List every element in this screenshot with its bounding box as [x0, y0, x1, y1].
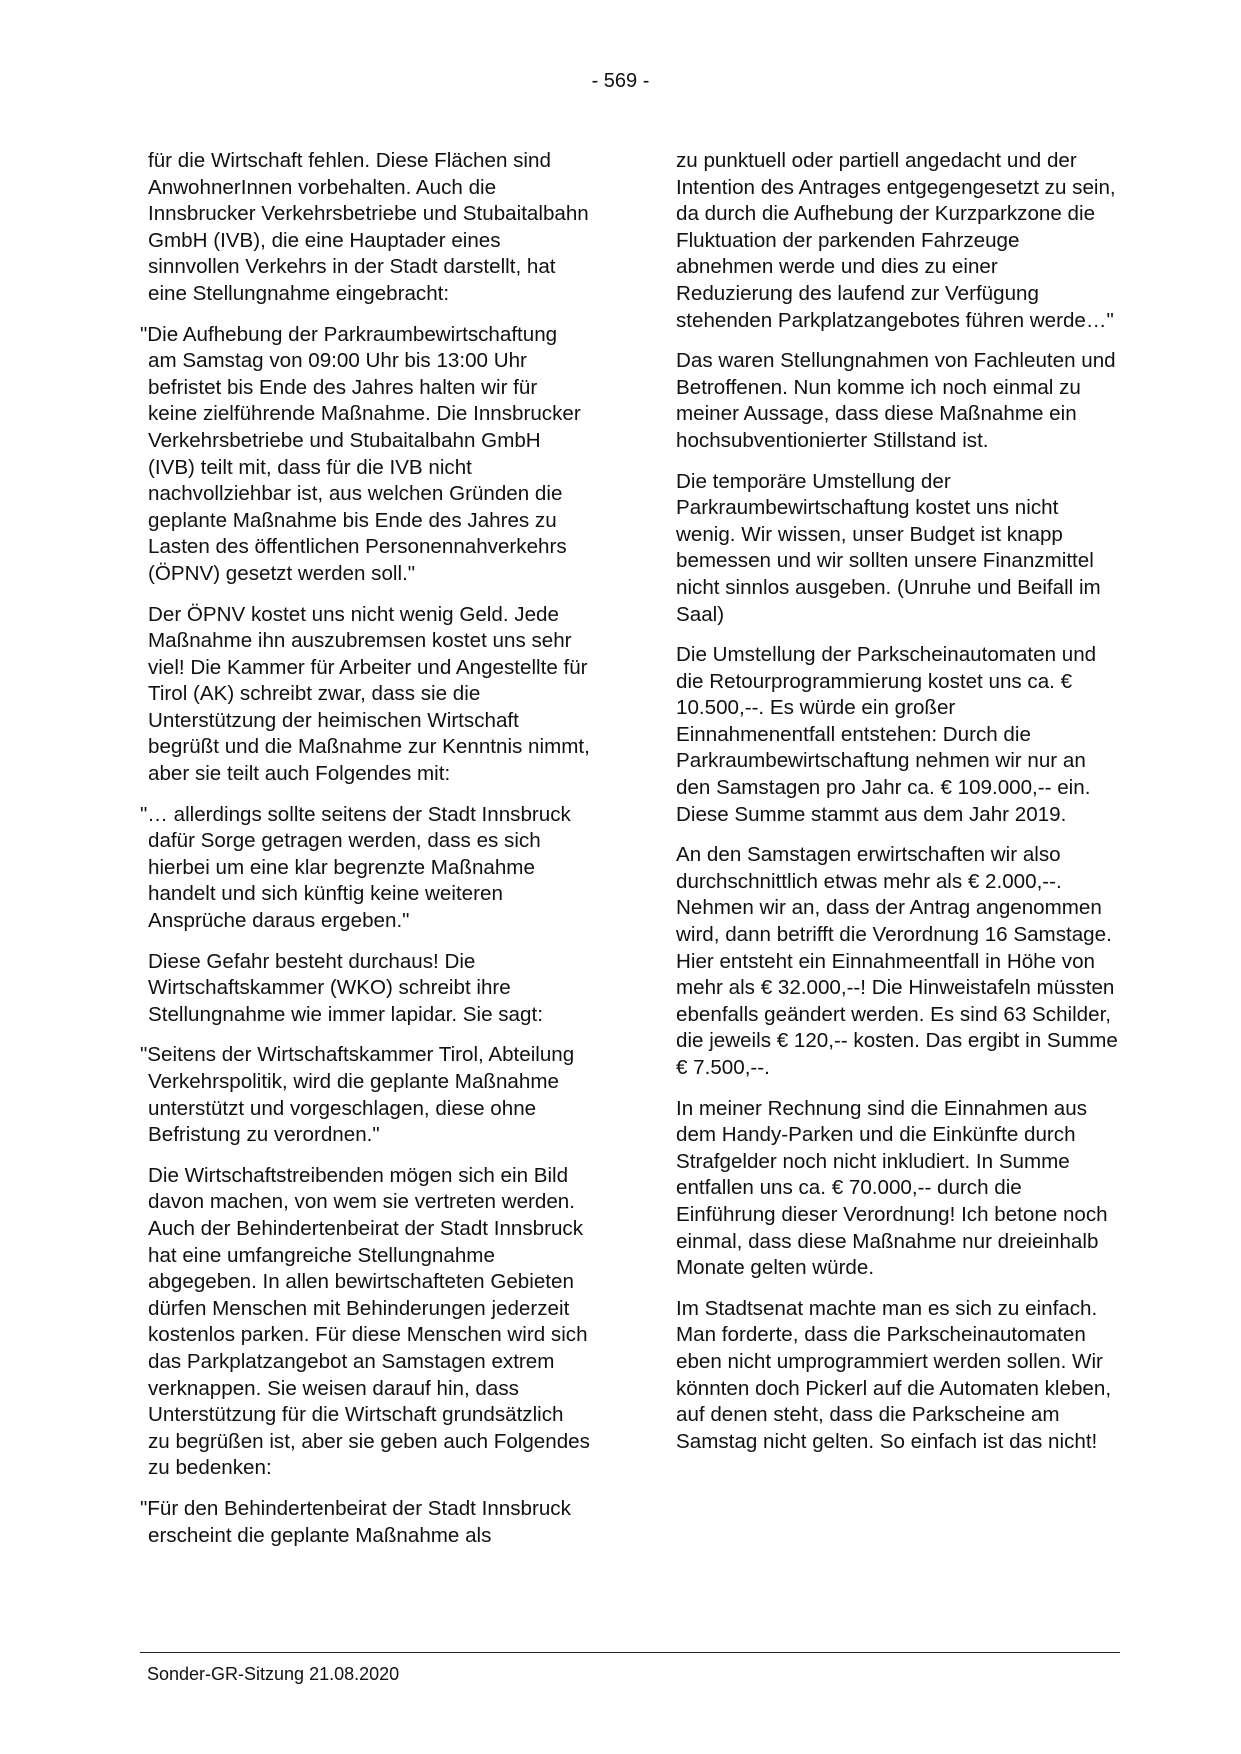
paragraph: für die Wirtschaft fehlen. Diese Flächen sind AnwohnerInnen vorbehalten. Auch die Innsbrucker Verkehrsbetriebe und Stubaitalbahn GmbH (IVB), die eine Hauptader eines sinnvollen Verkehrs in der Stadt darstellt, hat eine Stellungnahme eingebracht: — [148, 149, 589, 305]
paragraph: Diese Gefahr besteht durchaus! Die Wirtschaftskammer (WKO) schreibt ihre Stellungnahme wie immer lapidar. Sie sagt: — [148, 949, 543, 1026]
paragraph: An den Samstagen erwirtschaften wir also durchschnittlich etwas mehr als € 2.000,--. Nehmen wir an, dass der Antrag angenommen wird, dann betrifft die Verordnung 16 Samstage. Hier entsteht ein Einnahmeentfall in Höhe von mehr als € 32.000,--! Die Hinweistafeln müssten ebenfalls geändert werden. Es sind 63 Schilder, die jeweils € 120,-- kosten. Das ergibt in Summe € 7.500,--. — [676, 843, 1118, 1079]
quotation: "… allerdings sollte seitens der Stadt Innsbruck dafür Sorge getragen werden, dass es sich hierbei um eine klar begrenzte Maßnahme handelt und sich künftig keine weiteren Ansprüche daraus ergeben." — [140, 802, 571, 933]
page-number: - 569 - — [591, 70, 650, 92]
footer-text: Sonder-GR-Sitzung 21.08.2020 — [147, 1664, 400, 1684]
paragraph: Das waren Stellungnahmen von Fachleuten und Betroffenen. Nun komme ich noch einmal zu meiner Aussage, dass diese Maßnahme ein hochsubventionierter Stillstand ist. — [676, 349, 1116, 452]
paragraph: Die Umstellung der Parkscheinautomaten und die Retourprogrammierung kostet uns ca. € 10.500,--. Es würde ein großer Einnahmenentfall entstehen: Durch die Parkraumbewirtschaftung nehmen wir nur an den Samstagen pro Jahr ca. € 109.000,-- ein. Diese Summe stammt aus dem Jahr 2019. — [676, 643, 1097, 826]
paragraph: Die Wirtschaftstreibenden mögen sich ein Bild davon machen, von wem sie vertreten werden. Auch der Behindertenbeirat der Stadt Innsbruck hat eine umfangreiche Stellungnahme abgegeben. In allen bewirtschafteten Gebieten dürfen Menschen mit Behinderungen jederzeit kostenlos parken. Für diese Menschen wird sich das Parkplatzangebot an Samstagen extrem verknappen. Sie weisen darauf hin, dass Unterstützung für die Wirtschaft grundsätzlich zu begrüßen ist, aber sie geben auch Folgendes zu bedenken: — [148, 1163, 590, 1480]
paragraph: Der ÖPNV kostet uns nicht wenig Geld. Jede Maßnahme ihn auszubremsen kostet uns sehr viel! Die Kammer für Arbeiter und Angestellte für Tirol (AK) schreibt zwar, dass sie die Unterstützung der heimischen Wirtschaft begrüßt und die Maßnahme zur Kenntnis nimmt, aber sie teilt auch Folgendes mit: — [148, 602, 590, 786]
paragraph: In meiner Rechnung sind die Einnahmen aus dem Handy-Parken und die Einkünfte durch Strafgelder noch nicht inkludiert. In Summe entfallen uns ca. € 70.000,-- durch die Einführung dieser Verordnung! Ich betone noch einmal, dass diese Maßnahme nur dreieinhalb Monate gelten würde. — [676, 1096, 1108, 1280]
footer-rule — [140, 1652, 1120, 1653]
right-column — [668, 148, 1118, 1469]
quotation: "Seitens der Wirtschaftskammer Tirol, Abteilung Verkehrspolitik, wird die geplante Maßnahme unterstützt und vorgeschlagen, diese ohne Befristung zu verordnen." — [140, 1043, 575, 1147]
paragraph: Im Stadtsenat machte man es sich zu einfach. Man forderte, dass die Parkscheinautomaten eben nicht umprogrammiert werden sollen. Wir könnten doch Pickerl auf die Automaten kleben, auf denen steht, dass die Parkscheine am Samstag nicht gelten. So einfach ist das nicht! — [676, 1296, 1112, 1453]
paragraph: Die temporäre Umstellung der Parkraumbewirtschaftung kostet uns nicht wenig. Wir wissen, unser Budget ist knapp bemessen und wir sollten unsere Finanzmittel nicht sinnlos ausgeben. (Unruhe und Beifall im Saal) — [676, 469, 1101, 626]
quotation: "Die Aufhebung der Parkraumbewirtschaftung am Samstag von 09:00 Uhr bis 13:00 Uhr befristet bis Ende des Jahres halten wir für keine zielführende Maßnahme. Die Innsbrucker Verkehrsbetriebe und Stubaitalbahn GmbH (IVB) teilt mit, dass für die IVB nicht nachvollziehbar ist, aus welchen Gründen die geplante Maßnahme bis Ende des Jahres zu Lasten des öffentlichen Personennahverkehrs (ÖPNV) gesetzt werden soll." — [140, 322, 581, 585]
left-column — [140, 148, 590, 1563]
paragraph: zu punktuell oder partiell angedacht und der Intention des Antrages entgegengesetzt zu sein, da durch die Aufhebung der Kurzparkzone die Fluktuation der parkenden Fahrzeuge abnehmen werde und dies zu einer Reduzierung des laufend zur Verfügung stehenden Parkplatzangebotes führen werde…" — [676, 149, 1116, 332]
quotation: "Für den Behindertenbeirat der Stadt Innsbruck erscheint die geplante Maßnahme als — [140, 1496, 571, 1547]
